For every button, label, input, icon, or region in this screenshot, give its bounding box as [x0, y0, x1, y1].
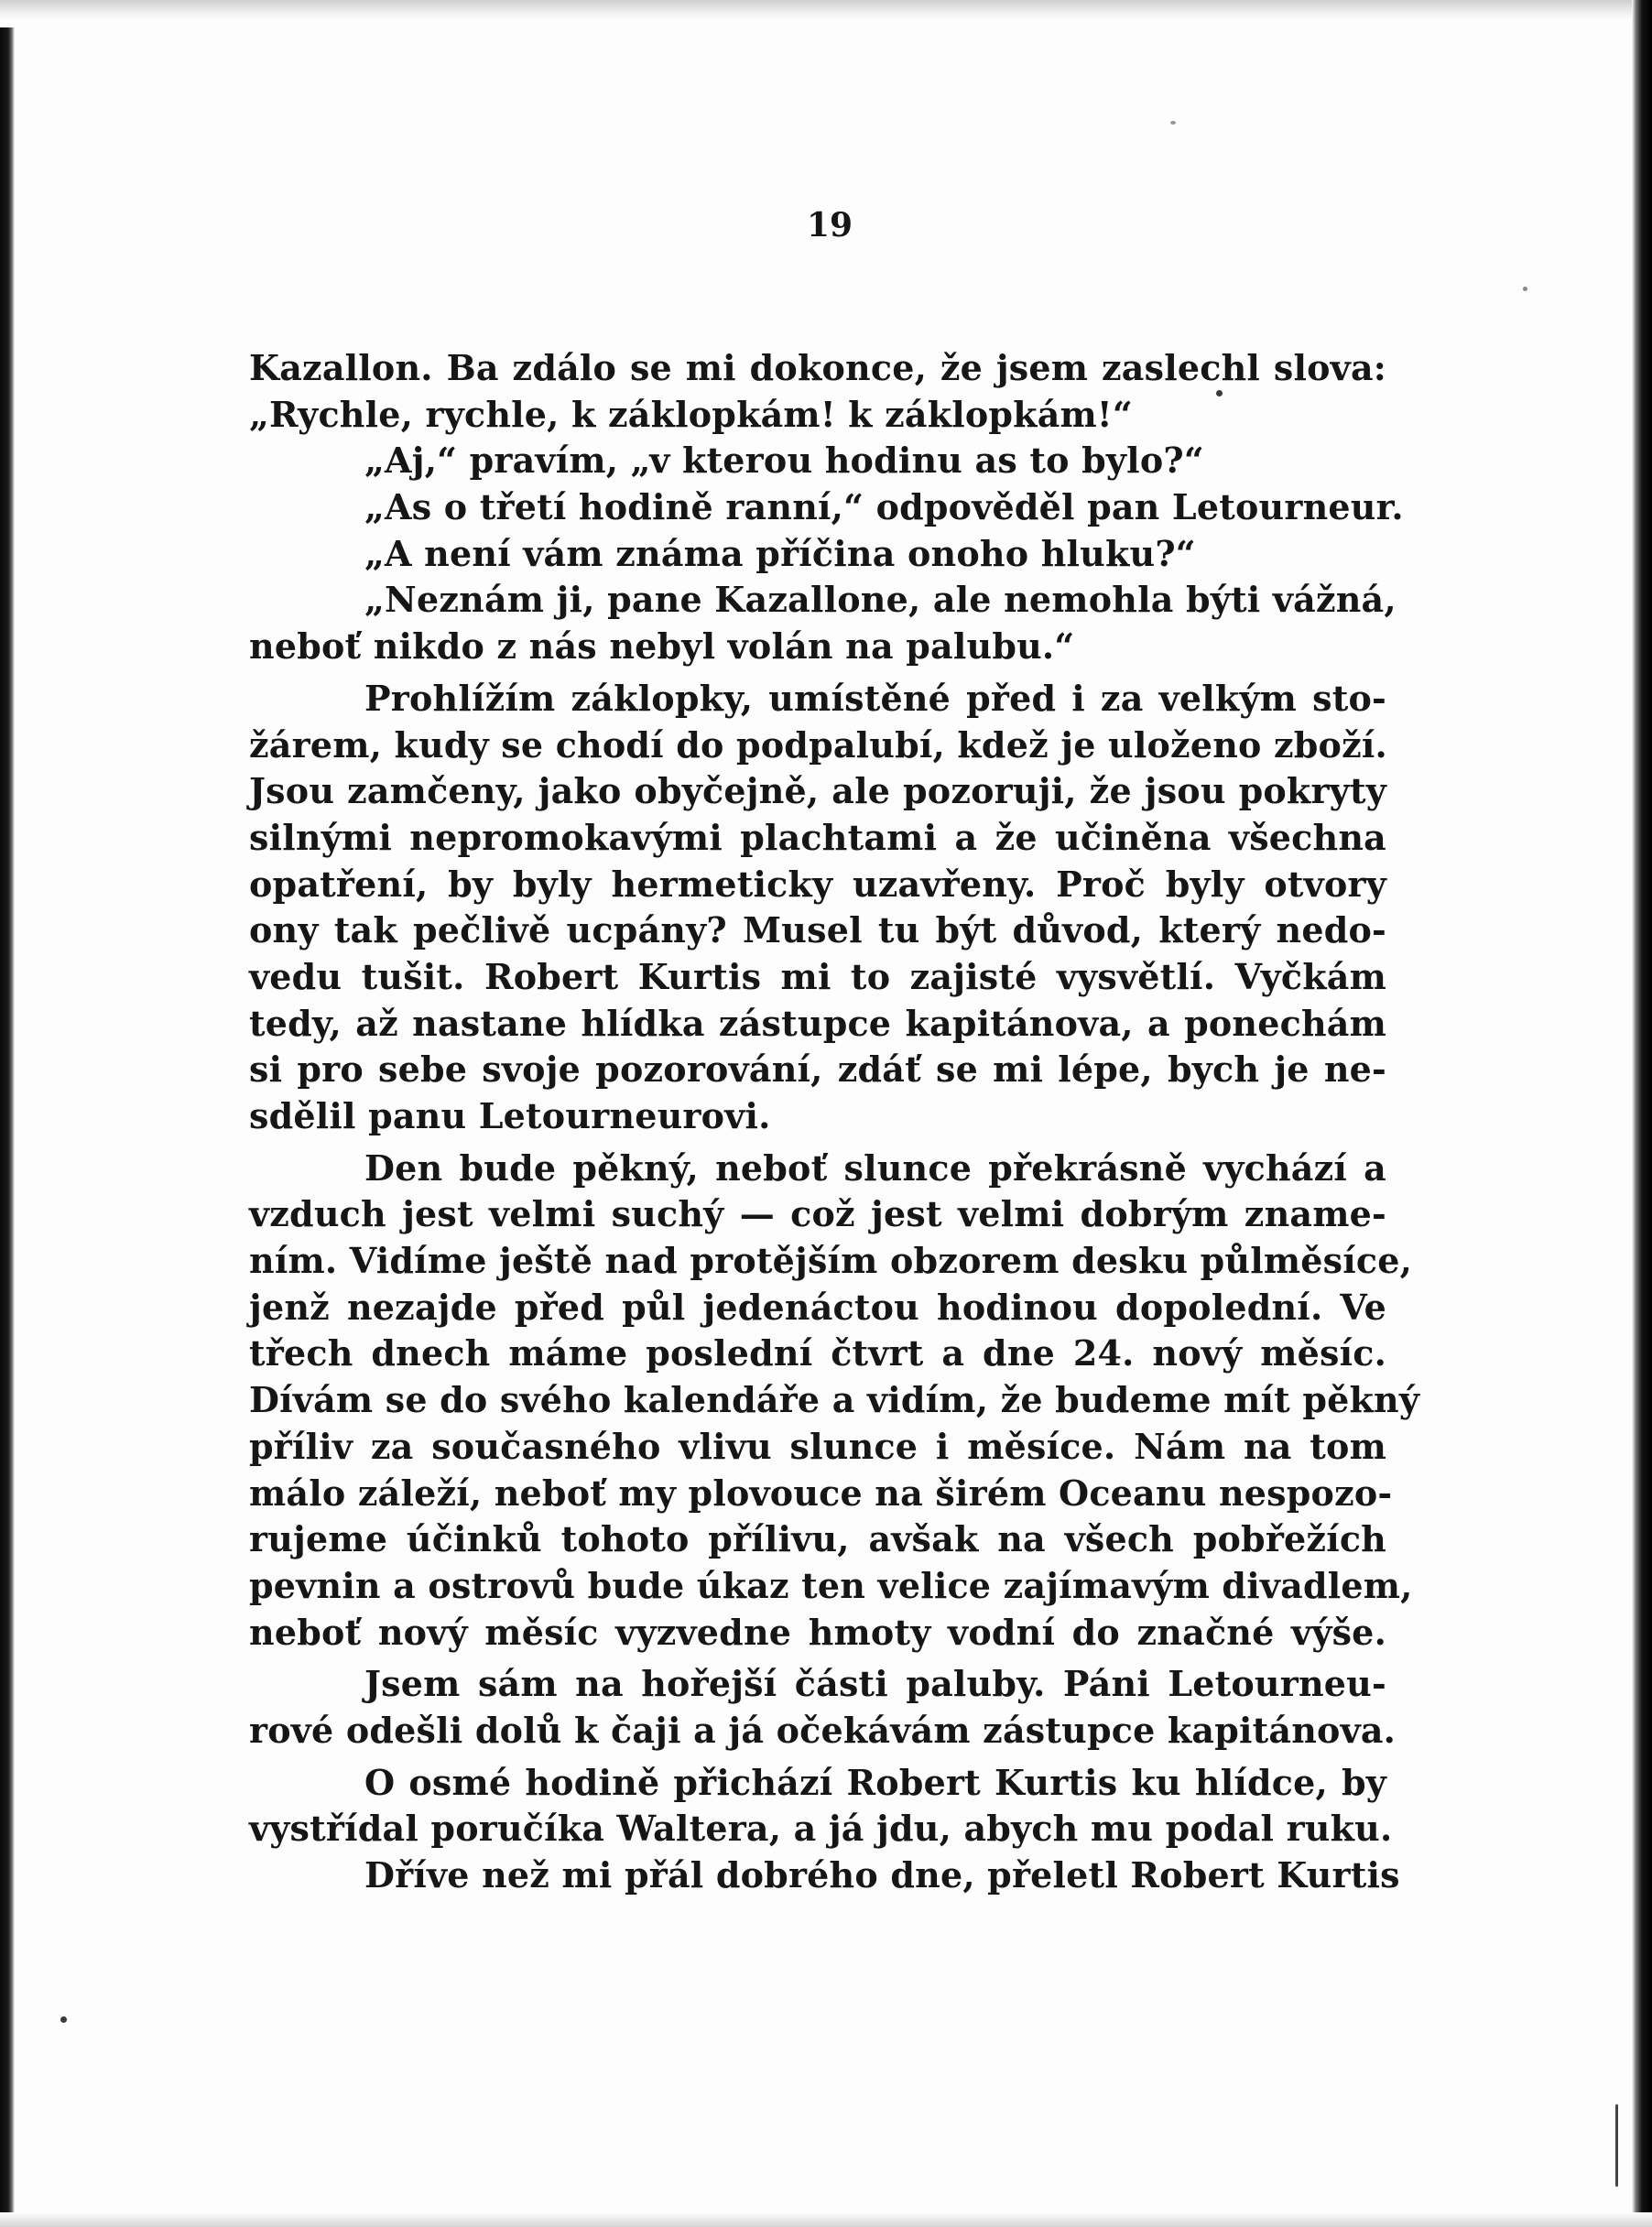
text-line: rové odešli dolů k čaji a já očekávám zástupce kapitánova.	[249, 1709, 1397, 1751]
text-line: vzduch jest velmi suchý — což jest velmi dobrým zname-	[249, 1193, 1386, 1235]
page-right-edge	[1632, 0, 1652, 2227]
text-line: třech dnech máme poslední čtvrt a dne 24. nový měsíc.	[249, 1332, 1386, 1374]
text-line: příliv za současného vlivu slunce i měsíce. Nám na tom	[249, 1425, 1386, 1467]
text-line: Dříve než mi přál dobrého dne, přeletl Robert Kurtis	[364, 1854, 1400, 1896]
text-line: Den bude pěkný, neboť slunce překrásně vychází a	[364, 1146, 1386, 1189]
text-line: vystřídal poručíka Waltera, a já jdu, abych mu podal ruku.	[249, 1808, 1393, 1850]
text-line: Jsou zamčeny, jako obyčejně, ale pozoruji, že jsou pokryty	[249, 770, 1386, 812]
text-line: neboť nový měsíc vyzvedne hmoty vodní do značné výše.	[249, 1611, 1386, 1653]
text-line: ony tak pečlivě ucpány? Musel tu být důvod, který nedo-	[249, 909, 1386, 951]
text-line: si pro sebe svoje pozorování, zdáť se mi lépe, bych je ne-	[249, 1048, 1386, 1091]
text-line: tedy, až nastane hlídka zástupce kapitánova, a ponechám	[249, 1002, 1386, 1044]
text-line: ním. Vidíme ještě nad protějším obzorem desku půlměsíce,	[249, 1240, 1413, 1282]
page-binding-edge	[0, 27, 15, 2227]
ink-speck	[1170, 121, 1176, 125]
text-line: „A není vám známa příčina onoho hluku?“	[364, 532, 1196, 574]
text-line: málo záleží, neboť my plovouce na širém Oceanu nespozo-	[249, 1472, 1393, 1514]
text-line: vedu tušit. Robert Kurtis mi to zajisté vysvětlí. Vyčkám	[249, 955, 1386, 997]
text-line: O osmé hodině přichází Robert Kurtis ku hlídce, by	[364, 1761, 1386, 1803]
text-line: Prohlížím záklopky, umístěné před i za velkým sto-	[364, 677, 1386, 719]
ink-speck	[1523, 287, 1527, 291]
text-line: Jsem sám na hořejší části paluby. Páni Letourneu-	[364, 1663, 1386, 1705]
text-line: Kazallon. Ba zdálo se mi dokonce, že jsem zaslechl slova:	[249, 347, 1386, 388]
body-text	[249, 345, 1420, 1899]
text-line: neboť nikdo z nás nebyl volán na palubu.“	[249, 625, 1075, 668]
text-line: sdělil panu Letourneurovi.	[249, 1095, 771, 1136]
page-top-edge	[0, 0, 1652, 20]
text-line: žárem, kudy se chodí do podpalubí, kdež je uloženo zboží.	[249, 723, 1387, 766]
text-line: rujeme účinků tohoto přílivu, avšak na všech pobřežích	[249, 1518, 1386, 1560]
page-number: 19	[806, 206, 853, 244]
text-line: opatření, by byly hermeticky uzavřeny. Proč byly otvory	[249, 863, 1386, 905]
page-bottom-edge	[0, 2212, 1652, 2227]
text-line: Dívám se do svého kalendáře a vidím, že budeme mít pěkný	[249, 1379, 1420, 1421]
ink-speck	[60, 2016, 67, 2023]
text-line: „Rychle, rychle, k záklopkám! k záklopkám!“	[249, 393, 1133, 435]
page-crease	[1615, 2104, 1618, 2187]
text-line: jenž nezajde před půl jedenáctou hodinou dopolední. Ve	[249, 1286, 1386, 1328]
text-line: pevnin a ostrovů bude úkaz ten velice zajímavým divadlem,	[249, 1564, 1413, 1606]
text-line: „As o třetí hodině ranní,“ odpověděl pan Letourneur.	[364, 486, 1404, 528]
text-line: silnými nepromokavými plachtami a že učiněna všechna	[249, 816, 1386, 858]
text-line: „Neznám ji, pane Kazallone, ale nemohla býti vážná,	[364, 579, 1397, 621]
text-line: „Aj,“ pravím, „v kterou hodinu as to bylo?“	[364, 440, 1204, 482]
